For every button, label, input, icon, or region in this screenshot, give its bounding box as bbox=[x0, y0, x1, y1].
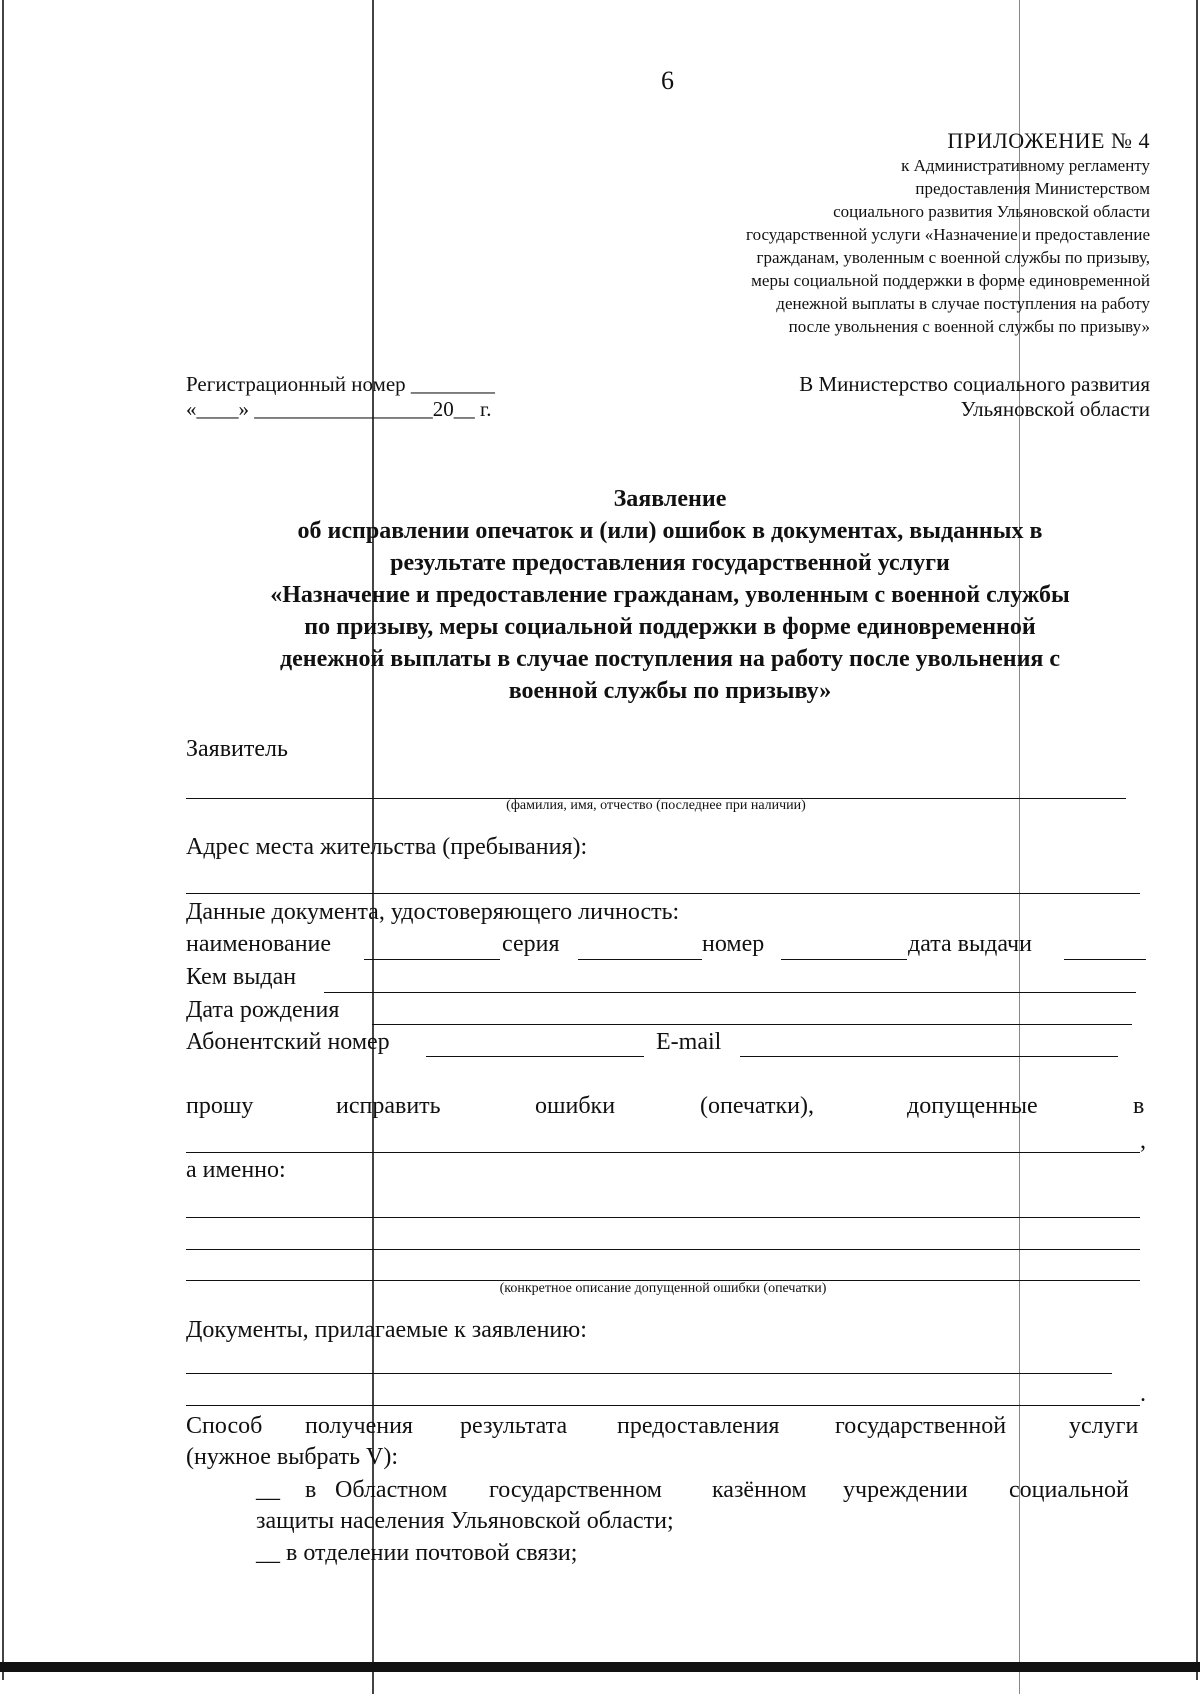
request-word: ошибки bbox=[535, 1093, 616, 1119]
registration-date-line: «____» _________________20__ г. bbox=[186, 397, 492, 421]
attachments-label: Документы, прилагаемые к заявлению: bbox=[186, 1317, 587, 1343]
title-line: военной службы по призыву» bbox=[508, 678, 832, 704]
title-line: «Назначение и предоставление гражданам, уволенным с военной службы bbox=[270, 582, 1070, 608]
appendix-line: социального развития Ульяновской области bbox=[833, 202, 1150, 221]
address-label: Адрес места жительства (пребывания): bbox=[186, 834, 588, 860]
appendix-line: гражданам, уволенным с военной службы по призыву, bbox=[756, 248, 1150, 267]
applicant-caption: (фамилия, имя, отчество (последнее при наличии) bbox=[506, 798, 806, 813]
scan-artifact-bottom-bar bbox=[0, 1662, 1200, 1672]
method-word: услуги bbox=[1069, 1413, 1139, 1439]
title-line: по призыву, меры социальной поддержки в форме единовременной bbox=[304, 614, 1036, 640]
title-line: денежной выплаты в случае поступления на работу после увольнения с bbox=[279, 646, 1061, 672]
page-number: 6 bbox=[661, 66, 674, 95]
id-document-label: Данные документа, удостоверяющего личность: bbox=[186, 899, 680, 925]
option-1-word: в bbox=[305, 1477, 317, 1503]
applicant-label: Заявитель bbox=[186, 736, 288, 762]
namely-label: а именно: bbox=[186, 1157, 286, 1183]
doc-number-label: номер bbox=[702, 931, 765, 957]
option-1-line-2: защиты населения Ульяновской области; bbox=[256, 1508, 674, 1534]
title-heading: Заявление bbox=[613, 486, 727, 512]
option-1-word: казённом bbox=[712, 1477, 807, 1503]
addressee-line-1: В Министерство социального развития bbox=[799, 372, 1150, 396]
request-word: прошу bbox=[186, 1093, 254, 1119]
option-1-word: Областном bbox=[335, 1477, 448, 1503]
issued-by-label: Кем выдан bbox=[186, 964, 297, 990]
scan-artifact-right-edge bbox=[1196, 0, 1198, 1680]
request-document-field bbox=[186, 1152, 1140, 1153]
option-1-word: учреждении bbox=[843, 1477, 968, 1503]
option-2-label: __ в отделении почтовой связи; bbox=[256, 1540, 578, 1566]
scan-artifact-left-edge bbox=[2, 0, 4, 1680]
appendix-heading: ПРИЛОЖЕНИЕ № 4 bbox=[947, 128, 1150, 153]
option-1-checkbox-blank[interactable]: __ bbox=[256, 1477, 280, 1503]
method-word: Способ bbox=[186, 1413, 263, 1439]
birth-date-label: Дата рождения bbox=[186, 997, 340, 1023]
addressee-line-2: Ульяновской области bbox=[960, 397, 1150, 421]
attachments-line bbox=[186, 1405, 1140, 1406]
request-comma: , bbox=[1140, 1128, 1146, 1154]
doc-issue-date-field bbox=[1064, 959, 1146, 960]
request-word: допущенные bbox=[907, 1093, 1038, 1119]
phone-field bbox=[426, 1056, 644, 1057]
option-1-word: социальной bbox=[1009, 1477, 1129, 1503]
error-description-line bbox=[186, 1217, 1140, 1218]
doc-name-field bbox=[364, 959, 500, 960]
request-word: в bbox=[1133, 1093, 1145, 1119]
appendix-line: денежной выплаты в случае поступления на работу bbox=[776, 294, 1150, 313]
doc-name-label: наименование bbox=[186, 931, 332, 957]
appendix-line: предоставления Министерством bbox=[915, 179, 1150, 198]
appendix-line: меры социальной поддержки в форме единовременной bbox=[751, 271, 1150, 290]
request-word: (опечатки), bbox=[700, 1093, 814, 1119]
doc-series-label: серия bbox=[502, 931, 560, 957]
registration-number-label: Регистрационный номер ________ bbox=[186, 372, 495, 396]
attachments-period: . bbox=[1140, 1381, 1146, 1407]
title-line: об исправлении опечаток и (или) ошибок в документах, выданных в bbox=[297, 518, 1043, 544]
appendix-block bbox=[746, 128, 1150, 338]
appendix-line: государственной услуги «Назначение и предоставление bbox=[746, 225, 1150, 244]
method-word: государственной bbox=[835, 1413, 1007, 1439]
method-word: получения bbox=[305, 1413, 413, 1439]
option-1-word: государственном bbox=[489, 1477, 662, 1503]
address-line bbox=[186, 893, 1140, 894]
birth-date-field bbox=[372, 1024, 1132, 1025]
method-word: результата bbox=[460, 1413, 568, 1439]
title-line: результате предоставления государственной услуги bbox=[390, 550, 950, 576]
appendix-line: к Административному регламенту bbox=[901, 156, 1150, 175]
addressee-block bbox=[799, 372, 1150, 422]
document-title bbox=[190, 483, 1150, 707]
attachments-line bbox=[186, 1373, 1112, 1374]
phone-label: Абонентский номер bbox=[186, 1029, 390, 1055]
registration-block bbox=[186, 372, 495, 422]
request-word: исправить bbox=[336, 1093, 441, 1119]
doc-issue-date-label: дата выдачи bbox=[908, 931, 1032, 957]
error-description-line bbox=[186, 1249, 1140, 1250]
error-caption: (конкретное описание допущенной ошибки (опечатки) bbox=[499, 1281, 827, 1296]
email-label: E-mail bbox=[656, 1029, 722, 1055]
email-field bbox=[740, 1056, 1118, 1057]
appendix-line: после увольнения с военной службы по призыву» bbox=[788, 317, 1150, 336]
method-word: предоставления bbox=[617, 1413, 780, 1439]
issued-by-field bbox=[324, 992, 1136, 993]
doc-number-field bbox=[781, 959, 907, 960]
method-hint: (нужное выбрать V): bbox=[186, 1444, 399, 1470]
doc-series-field bbox=[578, 959, 702, 960]
